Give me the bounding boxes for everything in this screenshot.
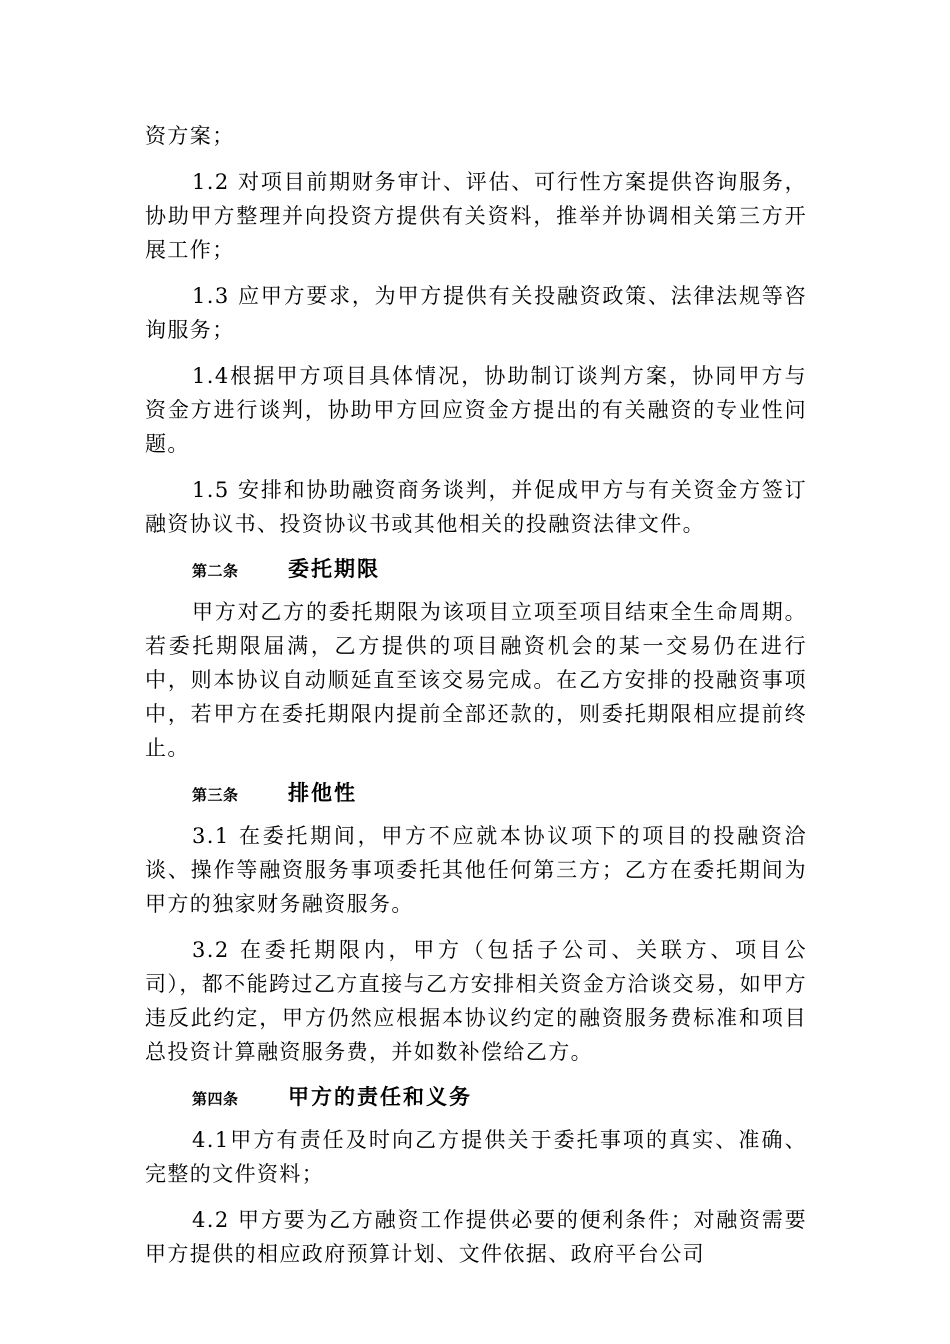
article-2-heading [145,553,807,585]
clause-4-2: 4.2 甲方要为乙方融资工作提供必要的便利条件；对融资需要甲方提供的相应政府预算计划、文件依据、政府平台公司 [145,1208,807,1266]
article-3-heading [145,777,807,809]
article-2-body: 甲方对乙方的委托期限为该项目立项至项目结束全生命周期。若委托期限届满，乙方提供的项目融资机会的某一交易仍在进行中，则本协议自动顺延直至该交易完成。在乙方安排的投融资事项中，若甲方在委托期限内提前全部还款的，则委托期限相应提前终止。 [145,600,807,760]
article-4-heading [145,1081,807,1113]
article-title: 委托期限 [288,557,380,581]
article-number: 第二条 [192,562,239,580]
clause-1-2: 1.2 对项目前期财务审计、评估、可行性方案提供咨询服务，协助甲方整理并向投资方提供有关资料，推举并协调相关第三方开展工作； [145,170,807,262]
clause-1-5: 1.5 安排和协助融资商务谈判，并促成甲方与有关资金方签订融资协议书、投资协议书或其他相关的投融资法律文件。 [145,478,807,536]
clause-3-1: 3.1 在委托期间，甲方不应就本协议项下的项目的投融资洽谈、操作等融资服务事项委托其他任何第三方；乙方在委托期间为甲方的独家财务融资服务。 [145,824,807,916]
clause-4-1: 4.1甲方有责任及时向乙方提供关于委托事项的真实、准确、完整的文件资料； [145,1128,807,1186]
clause-1-4: 1.4根据甲方项目具体情况，协助制订谈判方案，协同甲方与资金方进行谈判，协助甲方回应资金方提出的有关融资的专业性问题。 [145,364,807,456]
article-number: 第三条 [192,786,239,804]
article-title: 排他性 [288,781,357,805]
article-number: 第四条 [192,1090,239,1108]
clause-3-2: 3.2 在委托期限内，甲方（包括子公司、关联方、项目公司），都不能跨过乙方直接与乙方安排相关资金方洽谈交易，如甲方违反此约定，甲方仍然应根据本协议约定的融资服务费标准和项目总投资计算融资服务费，并如数补偿给乙方。 [145,938,807,1064]
article-title: 甲方的责任和义务 [288,1085,472,1109]
clause-1-3: 1.3 应甲方要求，为甲方提供有关投融资政策、法律法规等咨询服务； [145,284,807,342]
paragraph-continuation: 资方案； [145,124,235,148]
document-page [145,119,807,1283]
